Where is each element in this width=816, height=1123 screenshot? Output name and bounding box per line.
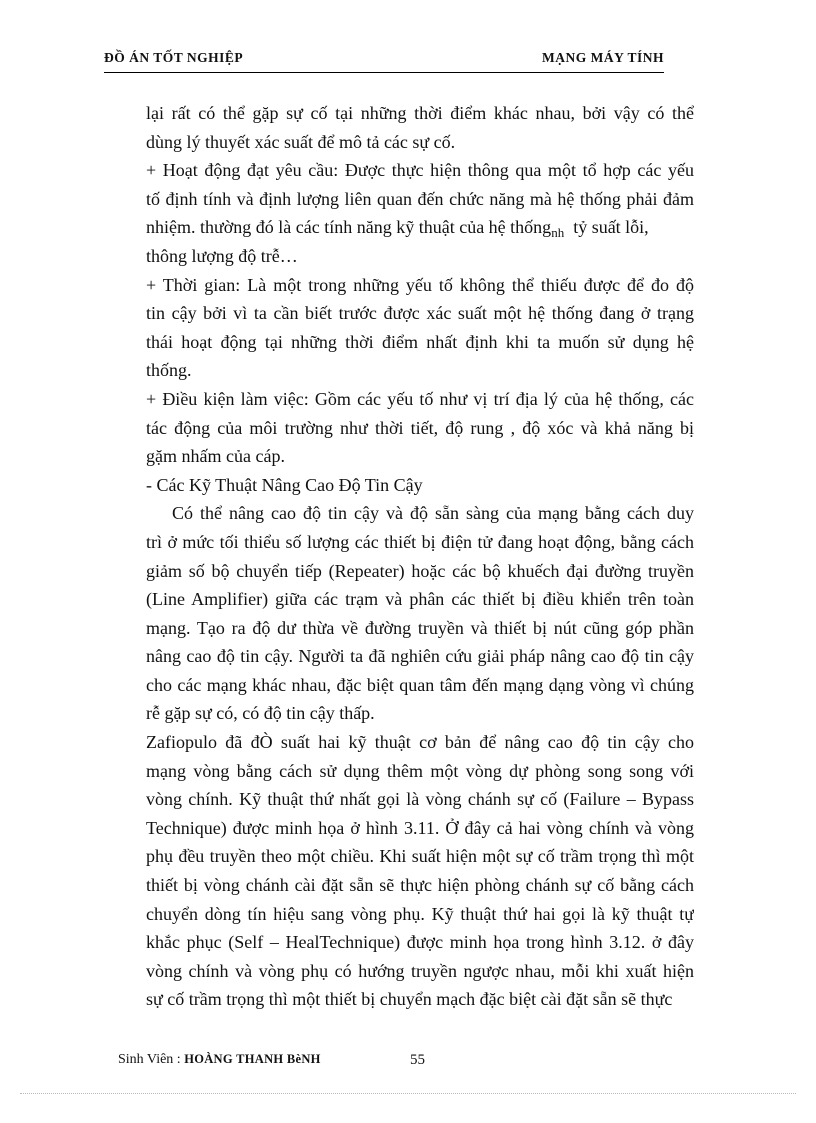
footer-dotted-rule	[20, 1093, 796, 1094]
text-line	[146, 156, 694, 185]
text-line-content: Zafiopulo đã đÒ suất hai kỹ thuật cơ bản để nâng cao độ tin cậy cho	[146, 732, 694, 753]
text-line-content: gặm nhấm của cáp.	[146, 446, 285, 467]
text-line-content: dùng lý thuyết xác suất để mô tả các sự cố.	[146, 131, 456, 152]
text-line	[146, 614, 694, 643]
text-line	[146, 728, 694, 757]
text-line	[146, 671, 694, 700]
text-line	[146, 785, 694, 814]
text-line	[146, 814, 694, 843]
text-line	[146, 242, 694, 271]
text-line-content: sự cố trầm trọng thì một thiết bị chuyển mạch đặc biệt cài đặt sẵn sẽ thực	[146, 989, 673, 1010]
text-line-content: cho các mạng khác nhau, đặc biệt quan tâm đến mạng dạng vòng vì chúng	[146, 674, 694, 695]
page-number: 55	[410, 1052, 425, 1068]
text-line	[146, 185, 694, 214]
text-line-content: tố định tính và định lượng liên quan đến chức năng mà hệ thống phải đảm	[146, 188, 694, 209]
text-line	[146, 528, 694, 557]
text-line	[146, 299, 694, 328]
text-line	[146, 499, 694, 528]
text-line	[146, 842, 694, 871]
text-line-content: khắc phục (Self – HealTechnique) được minh họa trong hình 3.12. ở đây	[146, 932, 694, 953]
text-line	[146, 414, 694, 443]
text-line-content: nâng cao độ tin cậy. Người ta đã nghiên cứu giải pháp nâng cao độ tin cậy	[146, 646, 694, 667]
header-title-left: ĐỒ ÁN TỐT NGHIỆP	[104, 50, 244, 65]
text-line	[146, 356, 694, 385]
text-line-content: thống.	[146, 360, 192, 381]
header-divider	[104, 72, 664, 73]
text-line-content: Có thể nâng cao độ tin cậy và độ sẵn sàng của mạng bằng cách duy	[172, 503, 694, 524]
text-line	[146, 699, 694, 728]
text-line-content: + Hoạt động đạt yêu cầu: Được thực hiện thông qua một tổ hợp các yếu	[146, 160, 694, 181]
text-line-content: tin cậy bởi vì ta cần biết trước được xác suất một hệ thống đang ở trạng	[146, 303, 694, 324]
text-line-content: mạng vòng bằng cách sử dụng thêm một vòng dự phòng song song với	[146, 760, 694, 781]
text-line-content: Technique) được minh họa ở hình 3.11. Ở đây cả hai vòng chính và vòng	[146, 817, 694, 838]
text-line-content: trì ở mức tối thiểu số lượng các thiết bị điện tử đang hoạt động, bằng cách	[146, 531, 694, 552]
footer-student-name: HOÀNG THANH BèNH	[184, 1052, 321, 1066]
text-line	[146, 871, 694, 900]
footer-student-label: Sinh Viên :	[118, 1052, 185, 1067]
text-line	[146, 271, 694, 300]
text-line	[146, 557, 694, 586]
text-subscript: nh	[551, 225, 565, 241]
text-line	[146, 213, 694, 242]
text-line-content: tác động của môi trường như thời tiết, độ rung , độ xóc và khả năng bị	[146, 417, 694, 438]
text-line-content: lại rất có thể gặp sự cố tại những thời điểm khác nhau, bởi vậy có thể	[146, 103, 694, 123]
text-line	[146, 900, 694, 929]
text-line-content: (Line Amplifier) giữa các trạm và phân các thiết bị điều khiển trên toàn	[146, 589, 694, 610]
text-line	[146, 642, 694, 671]
text-line-content: mạng. Tạo ra độ dư thừa về đường truyền và thiết bị nút cũng góp phần	[146, 617, 694, 638]
text-line	[146, 957, 694, 986]
text-line-content: thiết bị vòng chánh cài đặt sẵn sẽ thực hiện phòng chánh sự cố bằng cách	[146, 875, 694, 896]
text-line	[146, 385, 694, 414]
text-line	[146, 442, 694, 471]
text-line-tail: tỷ suất lỗi,	[564, 217, 649, 238]
text-line	[146, 757, 694, 786]
page-header	[104, 50, 664, 72]
text-line-content: + Thời gian: Là một trong những yếu tố không thể thiếu được để đo độ	[146, 274, 694, 295]
text-line-content: vòng chính. Kỹ thuật thứ nhất gọi là vòng chánh sự cố (Failure – Bypass	[146, 789, 694, 810]
text-line	[146, 985, 694, 1014]
text-line-content: phụ đều truyền theo một chiều. Khi suất hiện một sự cố trầm trọng thì một	[146, 846, 694, 867]
text-line	[146, 128, 694, 157]
text-line	[146, 471, 694, 500]
text-line-content: thông lượng độ trễ…	[146, 245, 298, 266]
text-line-content: thái hoạt động tại những thời điểm nhất định khi ta muốn sử dụng hệ	[146, 331, 694, 352]
document-body	[146, 99, 694, 1014]
text-line-content: + Điều kiện làm việc: Gồm các yếu tố như vị trí địa lý của hệ thống, các	[146, 388, 694, 409]
text-line-content: - Các Kỹ Thuật Nâng Cao Độ Tin Cậy	[146, 474, 423, 495]
text-line-content: nhiệm. thường đó là các tính năng kỹ thuật của hệ thống	[146, 217, 552, 238]
text-line-content: chuyển dòng tín hiệu sang vòng phụ. Kỹ thuật thứ hai gọi là kỹ thuật tự	[146, 903, 694, 924]
text-line-content: giảm số bộ chuyển tiếp (Repeater) hoặc các bộ khuếch đại đường truyền	[146, 560, 694, 581]
text-line-content: rễ gặp sự có, có độ tin cậy thấp.	[146, 703, 375, 724]
text-line	[146, 928, 694, 957]
text-line	[146, 585, 694, 614]
page-footer	[118, 1052, 518, 1068]
text-line-content: vòng chính và vòng phụ có hướng truyền ngược nhau, mỗi khi xuất hiện	[146, 960, 694, 981]
header-title-right: MẠNG MÁY TÍNH	[542, 50, 664, 65]
text-line	[146, 328, 694, 357]
text-line	[146, 99, 694, 128]
